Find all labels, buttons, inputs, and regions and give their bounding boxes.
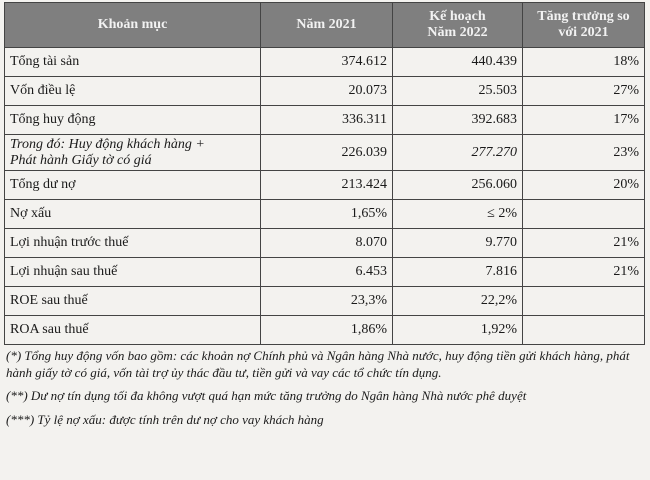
row-plan: 256.060 [393,171,523,200]
header-growth-line1: Tăng trưởng so [537,9,630,24]
row-plan: 1,92% [393,316,523,345]
financial-plan-table [4,2,645,345]
row-plan: 392.683 [393,106,523,135]
row-plan: ≤ 2% [393,200,523,229]
row-growth: 20% [523,171,645,200]
footnote-1: (*) Tổng huy động vốn bao gồm: các khoản nợ Chính phủ và Ngân hàng Nhà nước, huy động tiền gửi khách hàng, phát hành giấy tờ có giá, vốn tài trợ ủy thác đầu tư, tiền gửi và vay các tổ chức tín dụng. [6,348,630,380]
header-plan-2022 [393,3,523,48]
header-growth-line2: với 2021 [558,25,609,40]
row-name: Nợ xấu [5,200,261,229]
row-growth: 23% [523,135,645,171]
row-growth [523,200,645,229]
row-name [5,135,261,171]
row-name: Tổng dư nợ [5,171,261,200]
table-row [5,229,645,258]
row-growth: 21% [523,229,645,258]
row-2021: 213.424 [261,171,393,200]
row-plan: 277.270 [393,135,523,171]
table-row [5,106,645,135]
table-row [5,48,645,77]
table-row [5,77,645,106]
row-name-line1: Trong đó: Huy động khách hàng + [10,136,205,152]
row-2021: 1,65% [261,200,393,229]
row-name: Vốn điều lệ [5,77,261,106]
row-2021: 226.039 [261,135,393,171]
row-growth [523,316,645,345]
table-row [5,135,645,171]
row-name: Tổng huy động [5,106,261,135]
table-row [5,287,645,316]
table-row [5,171,645,200]
footnotes [6,348,646,435]
row-name: ROE sau thuế [5,287,261,316]
row-growth: 21% [523,258,645,287]
row-2021: 374.612 [261,48,393,77]
row-plan: 9.770 [393,229,523,258]
table-row [5,258,645,287]
row-2021: 8.070 [261,229,393,258]
table-row [5,316,645,345]
row-name: Lợi nhuận trước thuế [5,229,261,258]
row-plan: 25.503 [393,77,523,106]
table-header-row [5,3,645,48]
row-plan: 22,2% [393,287,523,316]
row-name: Lợi nhuận sau thuế [5,258,261,287]
row-2021: 6.453 [261,258,393,287]
footnote-3: (***) Tỷ lệ nợ xấu: được tính trên dư nợ cho vay khách hàng [6,411,324,427]
row-growth [523,287,645,316]
row-name: ROA sau thuế [5,316,261,345]
row-2021: 23,3% [261,287,393,316]
row-2021: 20.073 [261,77,393,106]
row-2021: 1,86% [261,316,393,345]
row-name-line2: Phát hành Giấy tờ có giá [10,152,152,168]
row-plan: 440.439 [393,48,523,77]
row-2021: 336.311 [261,106,393,135]
header-growth [523,3,645,48]
header-year-2021: Năm 2021 [261,3,393,48]
header-plan-line2: Năm 2022 [427,25,488,40]
row-growth: 18% [523,48,645,77]
header-item: Khoản mục [5,3,261,48]
footnote-2: (**) Dư nợ tín dụng tối đa không vượt quá hạn mức tăng trưởng do Ngân hàng Nhà nước phê duyệt [6,388,527,403]
table-row [5,200,645,229]
row-growth: 27% [523,77,645,106]
row-plan: 7.816 [393,258,523,287]
row-growth: 17% [523,106,645,135]
row-name: Tổng tài sản [5,48,261,77]
header-plan-line1: Kế hoạch [429,9,486,24]
